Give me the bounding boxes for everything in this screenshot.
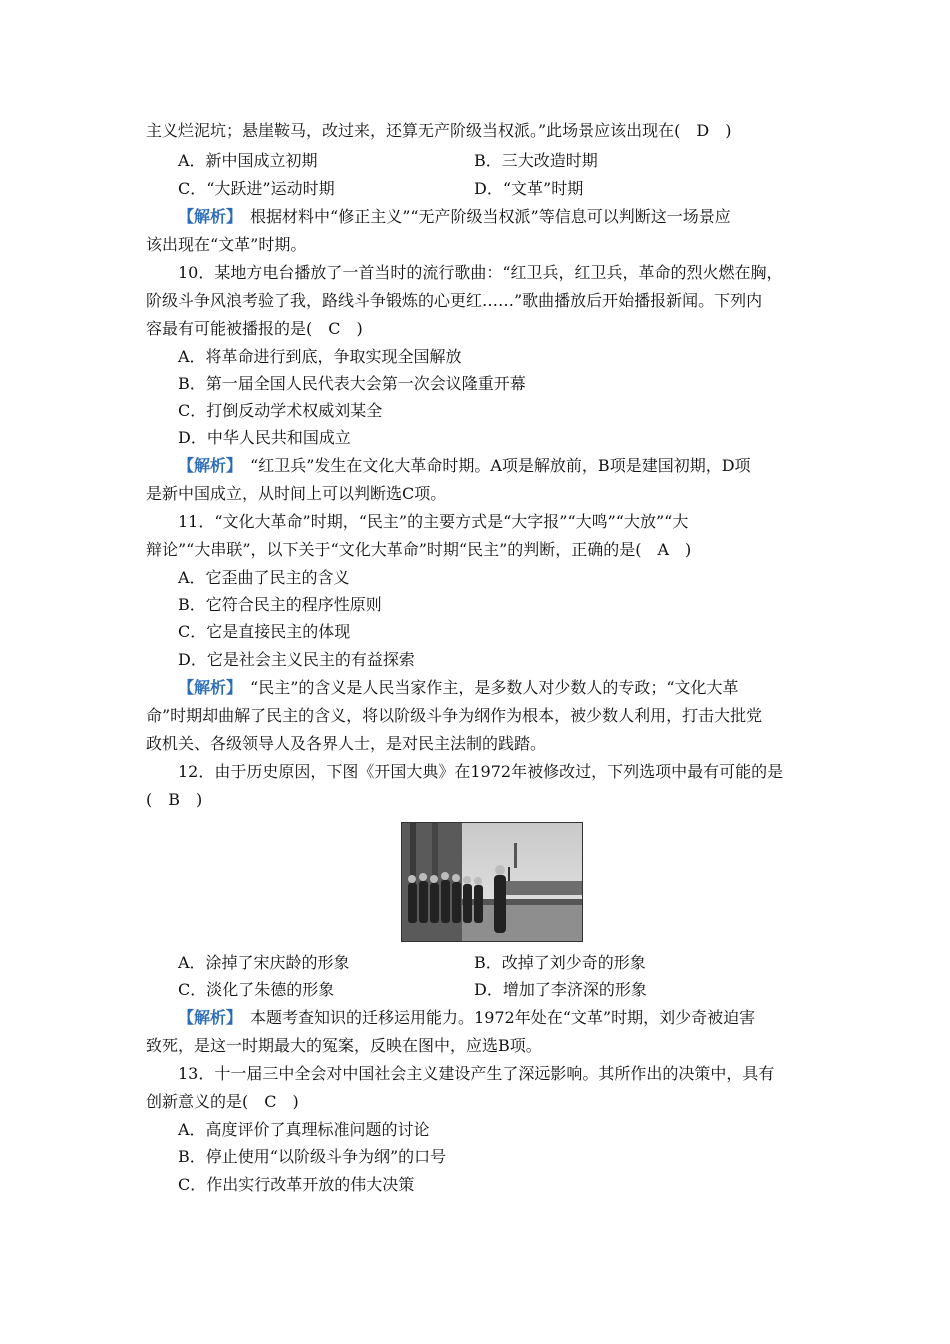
q10-option-a: A．将革命进行到底，争取实现全国解放 <box>178 347 462 366</box>
q10-option-c: C．打倒反动学术权威刘某全 <box>178 401 383 420</box>
q9-option-d: D．“文革”时期 <box>474 179 584 198</box>
q13-stem-line1: 13．十一届三中全会对中国社会主义建设产生了深远影响。其所作出的决策中，具有 <box>178 1064 775 1083</box>
q11-explanation <box>178 678 739 698</box>
q13-option-a: A．高度评价了真理标准问题的讨论 <box>178 1120 430 1139</box>
q10-option-d: D．中华人民共和国成立 <box>178 428 351 447</box>
q10-explanation-text: “红卫兵”发生在文化大革命时期。A项是解放前，B项是建国初期，D项 <box>234 456 751 475</box>
q11-explanation-line3: 政机关、各级领导人及各界人士，是对民主法制的践踏。 <box>146 734 547 753</box>
q11-explanation-text: “民主”的含义是人民当家作主，是多数人对少数人的专政；“文化大革 <box>234 678 739 697</box>
q9-explanation-line2: 该出现在“文革”时期。 <box>146 235 307 254</box>
q9-option-b: B．三大改造时期 <box>474 151 598 170</box>
q12-option-d: D．增加了李济深的形象 <box>474 980 647 999</box>
q11-stem-line1: 11．“文化大革命”时期，“民主”的主要方式是“大字报”“大鸣”“大放”“大 <box>178 512 689 531</box>
q12-option-a: A．涂掉了宋庆龄的形象 <box>178 953 350 972</box>
q12-explanation-text: 本题考查知识的迁移运用能力。1972年处在“文革”时期，刘少奇被迫害 <box>234 1008 756 1027</box>
q10-explanation-line2: 是新中国成立，从时间上可以判断选C项。 <box>146 484 447 503</box>
q11-explanation-line2: 命”时期却曲解了民主的含义，将以阶级斗争为纲作为根本，被少数人利用，打击大批党 <box>146 706 763 725</box>
q12-option-b: B．改掉了刘少奇的形象 <box>474 953 646 972</box>
q13-option-c: C．作出实行改革开放的伟大决策 <box>178 1175 415 1194</box>
explanation-tag: 【解析】 <box>178 1008 235 1027</box>
q9-option-c: C．“大跃进”运动时期 <box>178 179 335 198</box>
q12-stem-line2: ( B ) <box>146 790 203 809</box>
q9-explanation <box>178 207 731 227</box>
q12-explanation-line2: 致死，是这一时期最大的冤案，反映在图中，应选B项。 <box>146 1036 542 1055</box>
q12-explanation <box>178 1008 755 1028</box>
q10-explanation <box>178 456 751 476</box>
q12-option-c: C．淡化了朱德的形象 <box>178 980 335 999</box>
q11-stem-line2: 辩论”“大串联”，以下关于“文化大革命”时期“民主”的判断，正确的是( A ) <box>146 540 692 559</box>
explanation-tag: 【解析】 <box>178 456 235 475</box>
q10-stem-line3: 容最有可能被播报的是( C ) <box>146 319 363 338</box>
explanation-tag: 【解析】 <box>178 678 235 697</box>
q10-option-b: B．第一届全国人民代表大会第一次会议隆重开幕 <box>178 374 526 393</box>
q12-stem-line1: 12．由于历史原因，下图《开国大典》在1972年被修改过，下列选项中最有可能的是 <box>178 762 784 781</box>
q13-option-b: B．停止使用“以阶级斗争为纲”的口号 <box>178 1147 447 1166</box>
q11-option-b: B．它符合民主的程序性原则 <box>178 595 382 614</box>
q11-option-a: A．它歪曲了民主的含义 <box>178 568 350 587</box>
q13-stem-line2: 创新意义的是( C ) <box>146 1092 299 1111</box>
founding-ceremony-photo <box>401 822 583 942</box>
q9-stem: 主义烂泥坑；悬崖鞍马，改过来，还算无产阶级当权派。”此场景应该出现在( D ) <box>146 121 732 140</box>
q11-option-d: D．它是社会主义民主的有益探索 <box>178 650 415 669</box>
explanation-tag: 【解析】 <box>178 207 235 226</box>
q10-stem-line1: 10．某地方电台播放了一首当时的流行歌曲：“红卫兵，红卫兵，革命的烈火燃在胸， <box>178 263 783 282</box>
q11-option-c: C．它是直接民主的体现 <box>178 622 351 641</box>
q9-explanation-text: 根据材料中“修正主义”“无产阶级当权派”等信息可以判断这一场景应 <box>234 207 731 226</box>
q9-option-a: A．新中国成立初期 <box>178 151 318 170</box>
q10-stem-line2: 阶级斗争风浪考验了我，路线斗争锻炼的心更红……”歌曲播放后开始播报新闻。下列内 <box>146 291 763 310</box>
